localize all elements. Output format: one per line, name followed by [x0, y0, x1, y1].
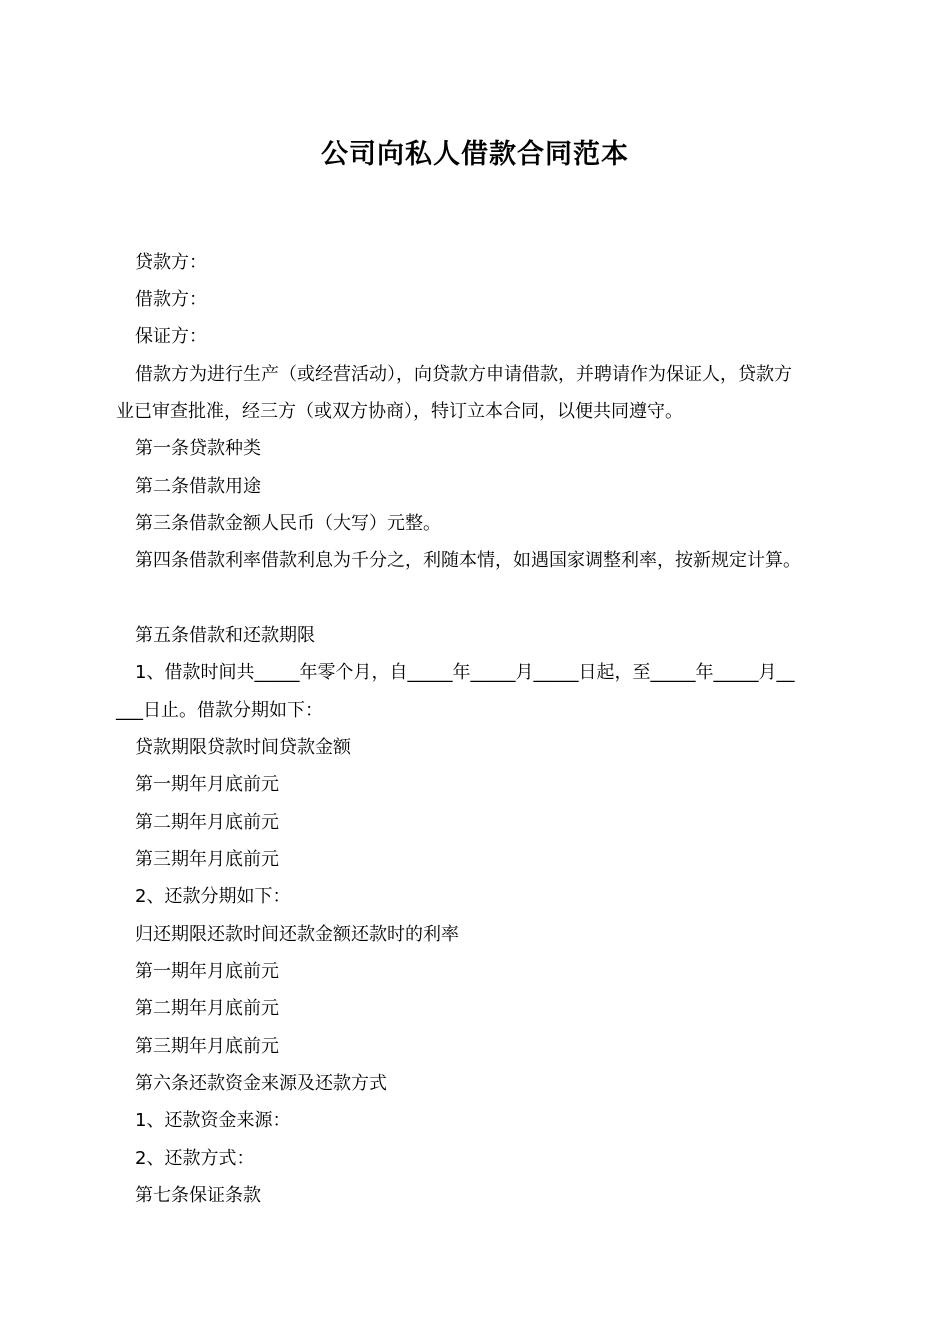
article-1-heading: 第一条贷款种类: [135, 438, 261, 459]
loan-term-line-1: 1、借款时间共_____年零个月，自_____年_____月_____日起，至_____年_____月__: [135, 662, 795, 683]
repayment-schedule-row: 第三期年月底前元: [135, 1036, 279, 1057]
loan-schedule-row: 第一期年月底前元: [135, 774, 279, 795]
loan-schedule-header: 贷款期限贷款时间贷款金额: [135, 737, 351, 758]
loan-schedule-row: 第三期年月底前元: [135, 849, 279, 870]
article-2-heading: 第二条借款用途: [135, 476, 261, 497]
article-4-text: 第四条借款利率借款利息为千分之，利随本情，如遇国家调整利率，按新规定计算。: [135, 550, 801, 571]
loan-term-line-2: ___日止。借款分期如下：: [116, 700, 323, 721]
repayment-source-line: 1、还款资金来源：: [135, 1110, 291, 1131]
intro-paragraph-line-1: 借款方为进行生产（或经营活动），向贷款方申请借款，并聘请作为保证人，贷款方: [135, 364, 792, 385]
repayment-schedule-header: 归还期限还款时间还款金额还款时的利率: [135, 924, 459, 945]
repayment-schedule-row: 第二期年月底前元: [135, 998, 279, 1019]
repayment-schedule-row: 第一期年月底前元: [135, 961, 279, 982]
document-title: 公司向私人借款合同范本: [321, 139, 629, 170]
article-3-text: 第三条借款金额人民币（大写）元整。: [135, 513, 441, 534]
article-5-heading: 第五条借款和还款期限: [135, 625, 315, 646]
loan-schedule-row: 第二期年月底前元: [135, 812, 279, 833]
repayment-installments-heading: 2、还款分期如下：: [135, 886, 291, 907]
intro-paragraph-line-2: 业已审查批准，经三方（或双方协商），特订立本合同，以便共同遵守。: [116, 401, 683, 422]
article-6-heading: 第六条还款资金来源及还款方式: [135, 1073, 387, 1094]
lender-line: 贷款方：: [135, 252, 207, 273]
article-7-heading: 第七条保证条款: [135, 1185, 261, 1206]
repayment-method-line: 2、还款方式：: [135, 1148, 255, 1169]
guarantor-line: 保证方：: [135, 326, 207, 347]
borrower-line: 借款方：: [135, 289, 207, 310]
